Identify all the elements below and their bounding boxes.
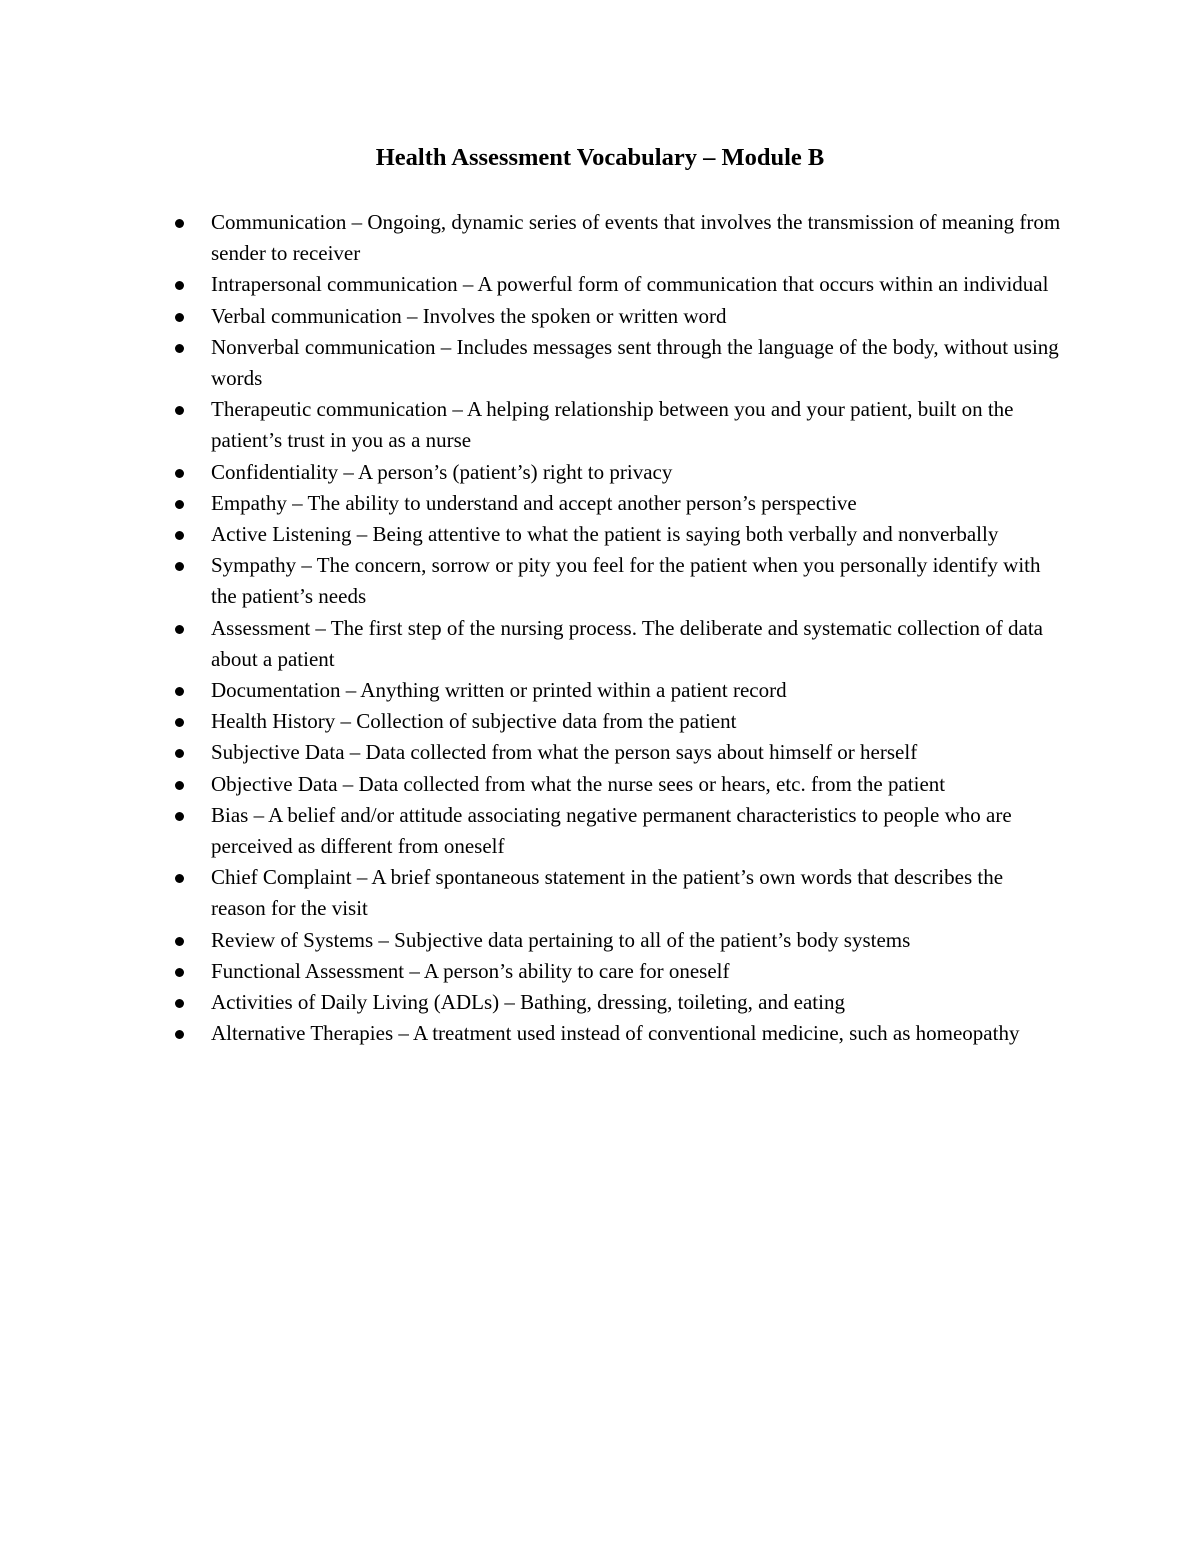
list-item: [0, 987, 1061, 1018]
list-item-text: Health History – Collection of subjective data from the patient: [211, 709, 737, 734]
list-item-text: Active Listening – Being attentive to what the patient is saying both verbally and nonverbally: [211, 522, 999, 547]
bullet-icon: [175, 219, 184, 228]
list-item: [0, 269, 1061, 300]
bullet-icon: [175, 562, 184, 571]
bullet-icon: [175, 500, 184, 509]
bullet-icon: [175, 281, 184, 290]
list-item-text: Activities of Daily Living (ADLs) – Bathing, dressing, toileting, and eating: [211, 990, 845, 1015]
bullet-icon: [175, 999, 184, 1008]
bullet-icon: [175, 687, 184, 696]
bullet-icon: [175, 406, 184, 415]
list-item-text: Sympathy – The concern, sorrow or pity you feel for the patient when you personally identify with the patient’s needs: [211, 553, 1041, 609]
list-item-text: Nonverbal communication – Includes messages sent through the language of the body, without using words: [211, 334, 1059, 391]
list-item-text: Chief Complaint – A brief spontaneous statement in the patient’s own words that describes the reason for the visit: [211, 865, 1004, 921]
bullet-icon: [175, 469, 184, 478]
list-item: [0, 301, 1061, 332]
list-item: [0, 394, 1061, 456]
list-item: [0, 1018, 1061, 1049]
bullet-icon: [175, 968, 184, 977]
list-item-text: Communication – Ongoing, dynamic series of events that involves the transmission of meaning from sender to receiver: [211, 210, 1061, 266]
list-item: [0, 925, 1061, 956]
vocabulary-list: [0, 207, 1200, 1049]
list-item: [0, 332, 1061, 394]
bullet-icon: [175, 718, 184, 727]
list-item: [0, 207, 1061, 269]
list-item: [0, 862, 1061, 924]
list-item-text: Assessment – The first step of the nursing process. The deliberate and systematic collection of data about a patient: [211, 615, 1044, 671]
list-item-text: Bias – A belief and/or attitude associating negative permanent characteristics to people who are perceived as different from oneself: [211, 802, 1012, 859]
list-item-text: Alternative Therapies – A treatment used instead of conventional medicine, such as homeopathy: [211, 1021, 1020, 1046]
bullet-icon: [175, 531, 184, 540]
bullet-icon: [175, 625, 184, 634]
document-title: Health Assessment Vocabulary – Module B: [375, 144, 825, 171]
list-item-text: Therapeutic communication – A helping relationship between you and your patient, built on the patient’s trust in you as a nurse: [211, 397, 1014, 453]
list-item-text: Documentation – Anything written or printed within a patient record: [211, 678, 787, 703]
list-item: [0, 737, 1061, 768]
bullet-icon: [175, 937, 184, 946]
bullet-icon: [175, 344, 184, 353]
list-item-text: Empathy – The ability to understand and accept another person’s perspective: [211, 490, 857, 515]
bullet-icon: [175, 781, 184, 790]
list-item-text: Confidentiality – A person’s (patient’s) right to privacy: [211, 459, 673, 484]
bullet-icon: [175, 313, 184, 322]
list-item: [0, 519, 1061, 550]
list-item: [0, 706, 1061, 737]
list-item: [0, 488, 1061, 519]
list-item: [0, 457, 1061, 488]
bullet-icon: [175, 812, 184, 821]
list-item: [0, 800, 1061, 862]
list-item: [0, 613, 1061, 675]
list-item-text: Intrapersonal communication – A powerful form of communication that occurs within an individual: [211, 272, 1049, 297]
bullet-icon: [175, 1030, 184, 1039]
list-item: [0, 956, 1061, 987]
list-item: [0, 769, 1061, 800]
list-item-text: Subjective Data – Data collected from what the person says about himself or herself: [211, 740, 918, 765]
list-item: [0, 675, 1061, 706]
bullet-icon: [175, 874, 184, 883]
list-item: [0, 550, 1061, 612]
list-item-text: Review of Systems – Subjective data pertaining to all of the patient’s body systems: [211, 927, 911, 952]
list-item-text: Functional Assessment – A person’s ability to care for oneself: [211, 958, 730, 983]
list-item-text: Verbal communication – Involves the spoken or written word: [211, 303, 727, 328]
list-item-text: Objective Data – Data collected from what the nurse sees or hears, etc. from the patient: [211, 771, 946, 796]
bullet-icon: [175, 749, 184, 758]
